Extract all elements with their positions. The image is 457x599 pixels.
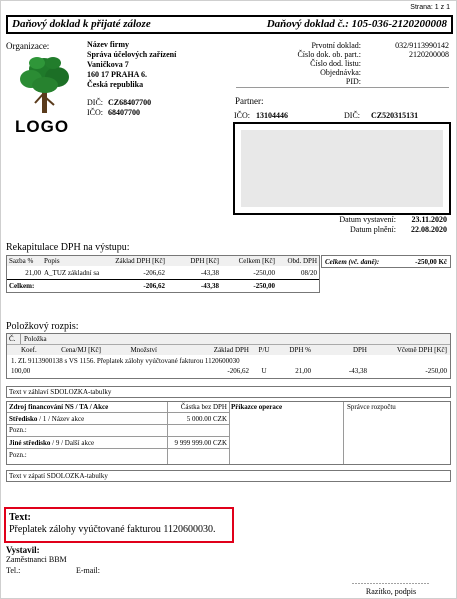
- org-dic-value: CZ68407700: [108, 98, 152, 107]
- items-title: Položkový rozpis:: [6, 321, 79, 332]
- partner-label: Partner:: [235, 96, 264, 106]
- items-col-item: Položka: [24, 335, 47, 343]
- total-incl-vat-value: -250,00 Kč: [415, 258, 447, 266]
- org-city: 160 17 PRAHA 6.: [87, 70, 147, 79]
- fin-row-2-amount: 9 999 999.00 CZK: [174, 439, 227, 447]
- partner-dic-value: CZ520315131: [371, 111, 419, 120]
- items-col-qty: Množství: [130, 346, 157, 354]
- partner-address-box: [233, 122, 451, 215]
- vat-col-desc: Popis: [44, 257, 60, 265]
- total-incl-vat-label: Celkem (vč. daně):: [325, 258, 380, 266]
- ref-label-4: PID:: [345, 77, 361, 86]
- items-row-coef: 100,00: [11, 367, 31, 375]
- items-col-vat: DPH: [352, 346, 367, 354]
- signature-dots: ..........................: [352, 577, 430, 586]
- vat-row-base: -206,62: [143, 269, 165, 277]
- page-number: Strana: 1 z 1: [410, 4, 450, 11]
- org-street: Vaničkova 7: [87, 60, 129, 69]
- vat-recap-title: Rekapitulace DPH na výstupu:: [6, 242, 130, 253]
- vat-col-vat: DPH [Kč]: [190, 257, 219, 265]
- items-table: [6, 333, 451, 379]
- vat-total-base: -206,62: [143, 282, 165, 290]
- tree-logo-icon: [19, 53, 71, 115]
- fin-row-1-source: Středisko / 1 / Název akce: [9, 415, 85, 423]
- vat-total-label: Celkem:: [9, 282, 35, 290]
- vat-col-rate: Sazba %: [9, 257, 34, 265]
- items-row-pu: U: [261, 367, 267, 375]
- items-row-text: 1. ZL 9113900138 s VS 1156. Přeplatek zálohy vyúčtované fakturou 1120600030: [11, 357, 240, 365]
- ref-label-2: Číslo dod. listu:: [310, 59, 361, 68]
- org-line2: Správa účelových zařízení: [87, 50, 177, 59]
- text-label: Text:: [9, 512, 31, 523]
- fin-col-amount: Částka bez DPH: [180, 403, 227, 411]
- email-label: E-mail:: [76, 566, 100, 575]
- partner-address-redacted: [241, 130, 443, 207]
- items-col-no: Č.: [9, 335, 16, 343]
- partner-ico-label: IČO:: [234, 111, 250, 120]
- issuer-label: Vystavil:: [6, 545, 40, 555]
- items-col-vat-rate: DPH %: [289, 346, 311, 354]
- items-col-total: Včetně DPH [Kč]: [396, 346, 447, 354]
- org-country: Česká republika: [87, 80, 144, 89]
- fin-text-header-box: [6, 386, 451, 398]
- total-incl-vat-box: [321, 255, 451, 268]
- vat-row-period: 08/20: [301, 269, 317, 277]
- text-value: Přeplatek zálohy vyúčtované fakturou 1120600030.: [9, 524, 216, 535]
- fin-text-footer-box: [6, 470, 451, 482]
- vat-col-period: Obd. DPH: [287, 257, 317, 265]
- ref-label-1: Číslo dok. ob. part.:: [297, 50, 361, 59]
- org-ico-value: 68407700: [108, 108, 140, 117]
- items-row-total: -250,00: [425, 367, 447, 375]
- vat-row-desc: A_TUZ základní sa: [44, 269, 100, 277]
- vat-recap-table: [6, 255, 320, 293]
- org-name: Název firmy: [87, 40, 129, 49]
- supply-date-label: Datum plnění:: [350, 225, 396, 234]
- partner-ico-value: 13104446: [256, 111, 288, 120]
- document-type-title: Daňový doklad k přijaté záloze: [12, 18, 151, 30]
- fin-col-source: Zdroj financování NS / TA / Akce: [9, 403, 109, 411]
- items-header-row-1: [7, 334, 450, 344]
- vat-total-divider: [7, 279, 319, 280]
- text-highlight-box: [4, 507, 234, 543]
- items-row-vat-rate: 21,00: [295, 367, 311, 375]
- fin-text-footer: Text v zápatí SDOLOZKA-tabulky: [9, 472, 108, 480]
- items-col-pu: P/U: [258, 346, 270, 354]
- vat-col-base: Základ DPH [Kč]: [115, 257, 165, 265]
- fin-row-2-note: Pozn.:: [9, 451, 27, 459]
- vat-row-vat: -43,38: [200, 269, 219, 277]
- ref-label-0: Prvotní doklad:: [311, 41, 361, 50]
- signature-label: Razítko, podpis: [365, 587, 417, 596]
- vat-col-total: Celkem [Kč]: [238, 257, 275, 265]
- organization-label: Organizace:: [6, 41, 50, 51]
- org-dic-label: DIČ:: [87, 98, 103, 107]
- vat-total-vat: -43,38: [200, 282, 219, 290]
- items-col-base: Základ DPH: [213, 346, 249, 354]
- tel-label: Tel.:: [6, 566, 21, 575]
- ref-divider: [236, 87, 449, 88]
- items-col-unit-price: Cena/MJ [Kč]: [61, 346, 101, 354]
- items-row-base: -206,62: [227, 367, 249, 375]
- vat-total-sum: -250,00: [253, 282, 275, 290]
- issue-date-label: Datum vystavení:: [339, 215, 396, 224]
- vat-row-total: -250,00: [253, 269, 275, 277]
- header-bar: [6, 15, 453, 34]
- document-number-title: Daňový doklad č.: 105-036-2120200008: [266, 18, 447, 30]
- fin-row-1-note: Pozn.:: [9, 426, 27, 434]
- items-col-coef: Koef.: [21, 346, 37, 354]
- fin-row-2-source: Jiné středisko / 9 / Další akce: [9, 439, 95, 447]
- supply-date-value: 22.08.2020: [411, 225, 447, 234]
- ref-value-1: 2120200008: [409, 50, 449, 59]
- fin-text-header: Text v záhlaví SDOLOZKA-tabulky: [9, 388, 112, 396]
- org-ico-label: IČO:: [87, 108, 103, 117]
- ref-label-3: Objednávka:: [320, 68, 361, 77]
- issuer-name: Zaměstnanci BBM: [6, 555, 67, 564]
- fin-col-budget-admin: Správce rozpočtu: [347, 403, 396, 411]
- issue-date-value: 23.11.2020: [411, 215, 447, 224]
- vat-row-rate: 21,00: [25, 269, 41, 277]
- ref-value-0: 032/9113990142: [395, 41, 449, 50]
- partner-dic-label: DIČ:: [344, 111, 360, 120]
- fin-col-authorizer: Příkazce operace: [231, 403, 283, 411]
- logo-text: LOGO: [15, 117, 70, 136]
- financing-table: [6, 401, 451, 465]
- items-row-vat: -43,38: [348, 367, 367, 375]
- fin-row-1-amount: 5 000.00 CZK: [186, 415, 227, 423]
